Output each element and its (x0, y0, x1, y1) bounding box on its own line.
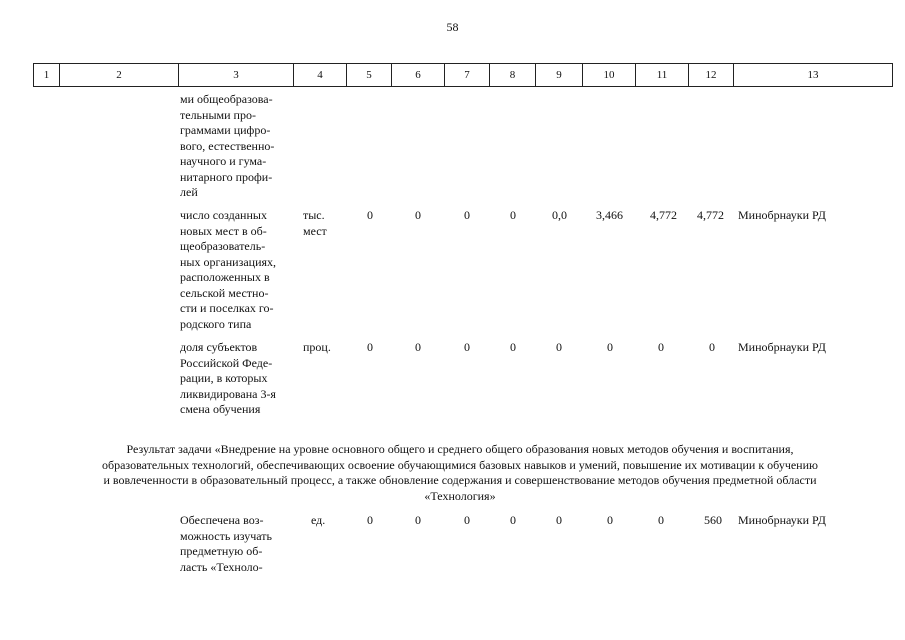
row3-value-col9: 0 (556, 513, 562, 527)
row0-description (180, 92, 288, 201)
text-line: и вовлеченности в образовательный процесс, а также обновление содержания и совершенствование методов обучения предметной области (103, 473, 817, 487)
text-line: ми общеобразова- (180, 92, 273, 106)
header-col-6: 6 (391, 64, 444, 86)
text-line: можность изучать (180, 528, 273, 543)
row3-value-col6: 0 (415, 513, 421, 527)
row2-value-col6: 0 (415, 340, 421, 354)
text-line: вого, естественно- (180, 138, 275, 153)
text-line: «Технология» (424, 488, 496, 503)
row1-value-col6: 0 (415, 208, 421, 222)
row2-value-col11: 0 (658, 340, 664, 354)
row1-value-col10: 3,466 (596, 208, 623, 222)
row3-description (180, 513, 288, 575)
text-line: граммами цифро- (180, 123, 271, 137)
row1-value-col9: 0,0 (552, 208, 567, 222)
header-col-8: 8 (489, 64, 535, 86)
text-line: рации, в которых (180, 371, 268, 385)
header-col-10: 10 (582, 64, 635, 86)
row2-value-col12: 0 (709, 340, 715, 354)
text-line: сти и поселках го- (180, 301, 274, 315)
row1-value-col7: 0 (464, 208, 470, 222)
text-line: проц. (303, 340, 331, 354)
header-col-13: 13 (733, 64, 893, 86)
row3-value-col8: 0 (510, 513, 516, 527)
header-col-12: 12 (688, 64, 733, 86)
text-line: Российской Феде- (180, 355, 273, 370)
text-line: ласть «Техноло- (180, 559, 263, 574)
header-col-9: 9 (535, 64, 582, 86)
text-line: сельской местно- (180, 285, 269, 300)
row3-organization: Минобрнауки РД (738, 513, 826, 527)
text-line: расположенных в (180, 270, 270, 284)
text-line: ных организациях, (180, 254, 277, 269)
text-line: новых мест в об- (180, 223, 267, 238)
row1-value-col5: 0 (367, 208, 373, 222)
text-line: число созданных (180, 208, 267, 222)
text-line: нитарного профи- (180, 169, 273, 184)
row2-value-col5: 0 (367, 340, 373, 354)
header-col-4: 4 (293, 64, 346, 86)
text-line: тыс. (303, 208, 325, 222)
text-line: предметную об- (180, 544, 263, 558)
row3-value-col11: 0 (658, 513, 664, 527)
row1-description (180, 208, 288, 332)
row1-organization: Минобрнауки РД (738, 208, 826, 222)
text-line: доля субъектов (180, 340, 258, 354)
table-header (33, 63, 893, 87)
row1-value-col8: 0 (510, 208, 516, 222)
text-line: родского типа (180, 316, 252, 331)
row2-organization: Минобрнауки РД (738, 340, 826, 354)
header-col-11: 11 (635, 64, 688, 86)
text-line: лей (180, 185, 198, 199)
row3-value-col7: 0 (464, 513, 470, 527)
header-col-2: 2 (59, 64, 178, 86)
text-line: ед. (311, 513, 326, 527)
header-col-1: 1 (33, 64, 59, 86)
text-line: щеобразователь- (180, 239, 266, 253)
row3-value-col12: 560 (704, 513, 722, 527)
row2-value-col8: 0 (510, 340, 516, 354)
row2-value-col9: 0 (556, 340, 562, 354)
task-result-heading (60, 442, 860, 504)
row1-value-col12: 4,772 (697, 208, 724, 222)
header-col-3: 3 (178, 64, 293, 86)
page-number: 58 (446, 20, 459, 34)
row2-description (180, 340, 288, 418)
row2-value-col10: 0 (607, 340, 613, 354)
row3-value-col10: 0 (607, 513, 613, 527)
text-line: мест (303, 223, 327, 238)
text-line: ликвидирована 3-я (180, 386, 276, 401)
text-line: Результат задачи «Внедрение на уровне основного общего и среднего общего образования новых методов обучения и воспитания, (126, 442, 794, 456)
text-line: смена обучения (180, 402, 261, 416)
row3-value-col5: 0 (367, 513, 373, 527)
text-line: образовательных технологий, обеспечивающих освоение обучающимися базовых навыков и умений, повышение их мотивации к обучению (102, 457, 818, 472)
row2-value-col7: 0 (464, 340, 470, 354)
row1-value-col11: 4,772 (650, 208, 677, 222)
text-line: научного и гума- (180, 154, 267, 168)
header-col-7: 7 (444, 64, 489, 86)
text-line: тельными про- (180, 107, 256, 122)
text-line: Обеспечена воз- (180, 513, 264, 527)
header-col-5: 5 (346, 64, 391, 86)
